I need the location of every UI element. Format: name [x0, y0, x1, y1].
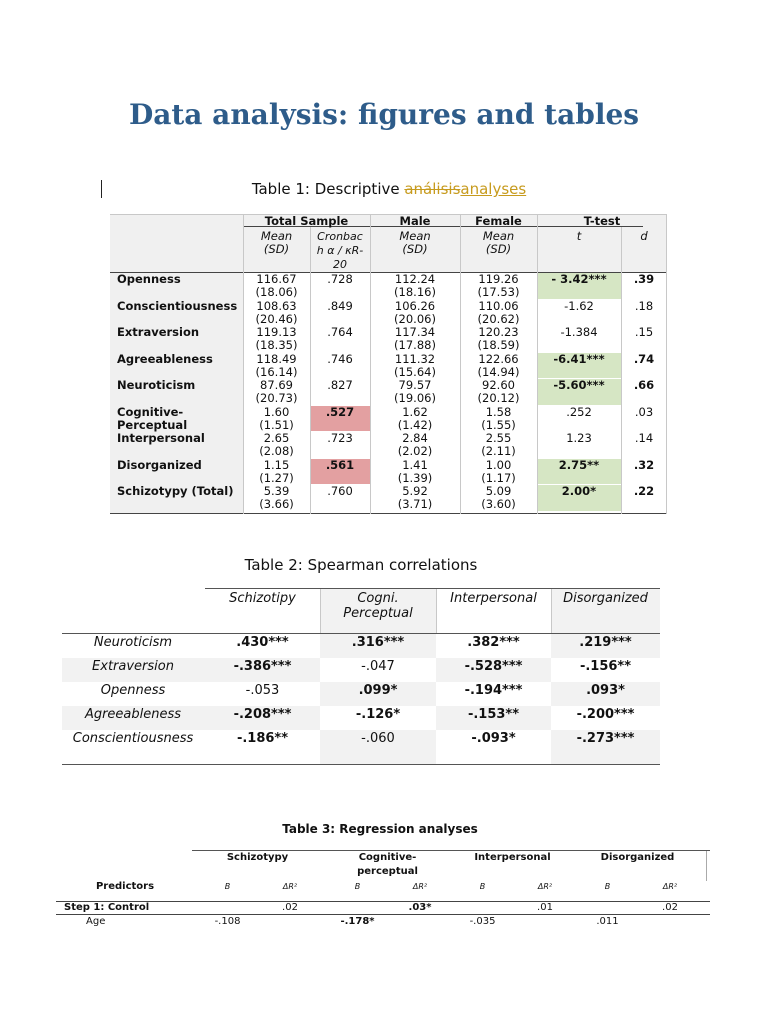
table1-t-value: 1.23 [566, 431, 592, 445]
table1-d-value: .18 [634, 298, 654, 313]
table1-female-sd: (20.12) [477, 391, 520, 405]
table1-alpha: .723 [327, 431, 353, 445]
table1-alpha: .746 [327, 351, 353, 366]
table1-sub-total-mean: Mean (SD) [260, 229, 293, 256]
table1-group-ttest: T-test [583, 214, 621, 228]
table1-male-sd: (17.88) [394, 338, 436, 352]
table1-male-sd: (15.64) [394, 364, 436, 379]
table3-sub-dr2: ΔR² [282, 882, 298, 891]
table3-group-header: Interpersonal [474, 852, 551, 863]
table1-female-sd: (1.17) [481, 470, 516, 485]
table3-cell: .03* [408, 902, 432, 913]
table1-d-value: .15 [634, 325, 654, 339]
table1-female-mean: 110.06 [478, 298, 519, 313]
table1-female-mean: 92.60 [482, 378, 515, 392]
table2-cell: -.060 [361, 731, 395, 746]
table2-row-label: Openness [100, 683, 166, 698]
table1-total-sd: (16.14) [255, 364, 298, 379]
table1-male-mean: 2.84 [402, 431, 428, 445]
table3-sub-b: B [604, 882, 611, 891]
table3-predictors-label: Predictors [95, 881, 155, 892]
table1-sub-d: d [640, 229, 648, 243]
table3-sub-b: B [354, 882, 361, 891]
table1-group-female: Female [475, 214, 522, 228]
table1-row-label: Disorganized [117, 457, 202, 472]
table1-d-value: .03 [634, 404, 654, 419]
table2-cell: -.153** [467, 707, 520, 722]
table2-row-label: Conscientiousness [72, 731, 194, 746]
table1-total-sd: (20.73) [255, 391, 298, 405]
table1-male-sd: (1.39) [397, 470, 433, 485]
table1-female-mean: 122.66 [478, 351, 519, 366]
table1-row-label: Openness [117, 272, 181, 286]
table2-cell: -.200*** [576, 707, 635, 722]
table1-total-sd: (1.51) [259, 417, 294, 432]
table1-alpha: .760 [327, 484, 353, 498]
table1-total-mean: 118.49 [256, 351, 297, 366]
table1-female-mean: 1.58 [485, 404, 512, 419]
table1-female-sd: (18.59) [477, 338, 520, 352]
table3-row-label: Age [86, 916, 106, 927]
table1-total-sd: (18.06) [255, 285, 298, 299]
table1-sub-cronbach: Cronbac h α / κR- 20 [316, 230, 364, 271]
table2-cell: .316*** [351, 635, 405, 650]
table3-header-rule [56, 901, 710, 902]
table1-female-mean: 120.23 [478, 325, 519, 339]
table1-alpha: .527 [325, 404, 355, 419]
table3-cell: .02 [282, 902, 298, 913]
table1-total-mean: 108.63 [256, 298, 297, 313]
table1-alpha: .827 [327, 378, 353, 392]
table1-row-label: Cognitive- Perceptual [117, 404, 188, 432]
table1-total-mean: 1.15 [263, 457, 290, 472]
table1-row-label: Neuroticism [117, 378, 196, 392]
table2-cell: -.093* [471, 731, 516, 746]
table1-female-sd: (1.55) [481, 417, 516, 432]
table1-d-value: .14 [634, 431, 654, 445]
table1-row-label: Interpersonal [117, 431, 205, 445]
table1-female-sd: (17.53) [477, 285, 520, 299]
table1-total-sd: (1.27) [259, 470, 294, 485]
table1-female-mean: 119.26 [478, 272, 519, 286]
table2-cell: .382*** [467, 635, 520, 650]
table2-col-header: Schizotipy [229, 591, 296, 606]
table1-t-value: .252 [566, 404, 592, 419]
table1-caption-prefix: Table 1: Descriptive [251, 180, 405, 198]
table2-cell: .219*** [579, 635, 632, 650]
table1-male-sd: (1.42) [397, 417, 433, 432]
table1-total-sd: (2.08) [259, 444, 294, 458]
table2-cell: -.528*** [464, 659, 523, 674]
table1-total-mean: 5.39 [263, 484, 290, 498]
table2-cell: .099* [358, 683, 398, 698]
table1-male-sd: (19.06) [394, 391, 436, 405]
table1-row-label: Conscientiousness [117, 298, 238, 313]
table1-female-sd: (3.60) [481, 497, 516, 511]
table1-male-mean: 111.32 [394, 351, 436, 366]
table1-total-mean: 116.67 [256, 272, 297, 286]
table1-t-value: -1.384 [560, 325, 598, 339]
table1-group-total: Total Sample [264, 214, 349, 228]
table2-cell: -.126* [355, 707, 401, 722]
table1-female-mean: 2.55 [485, 431, 512, 445]
table1-caption-inserted: analyses [460, 180, 527, 198]
table1-total-mean: 87.69 [260, 378, 293, 392]
table1-t-value: -6.41*** [553, 351, 605, 366]
table1-sub-male-mean: Mean (SD) [399, 229, 431, 256]
table1-d-value: .66 [633, 378, 655, 392]
table1-alpha: .764 [327, 325, 353, 339]
table1-male-mean: 5.92 [402, 484, 428, 498]
table3-sub-dr2: ΔR² [412, 882, 428, 891]
table1-female-mean: 1.00 [485, 457, 512, 472]
table1-male-sd: (18.16) [394, 285, 436, 299]
table2-cell: -.186** [236, 731, 289, 746]
table2-cell: -.194*** [464, 683, 523, 698]
table2-cell: -.208*** [233, 707, 292, 722]
table3-sub-dr2: ΔR² [537, 882, 553, 891]
table2-col-header: Cogni. Perceptual [343, 591, 413, 621]
table1-male-mean: 79.57 [398, 378, 432, 392]
table1-row-label: Schizotypy (Total) [117, 484, 234, 498]
table1-t-value: 2.75** [558, 457, 600, 472]
table1-total-mean: 2.65 [263, 431, 290, 445]
table3-cell: .01 [537, 902, 553, 913]
table1-female-sd: (14.94) [477, 364, 520, 379]
table2-cell: .093* [586, 683, 625, 698]
table2-row-label: Extraversion [92, 659, 174, 674]
table1-male-mean: 106.26 [394, 298, 436, 313]
table3-cell: -.108 [214, 916, 241, 927]
table1-t-value: -1.62 [564, 298, 594, 313]
table1-alpha: .849 [327, 298, 353, 313]
table1-male-mean: 112.24 [394, 272, 436, 286]
table1-t-value: 2.00* [561, 484, 597, 498]
table1-row-label: Extraversion [117, 325, 200, 339]
table1-alpha: .728 [327, 272, 353, 286]
table1-male-mean: 117.34 [394, 325, 436, 339]
table3-sub-dr2: ΔR² [662, 882, 678, 891]
table1-total-sd: (3.66) [259, 497, 294, 511]
table3-sub-b: B [224, 882, 231, 891]
table1-female-sd: (2.11) [481, 444, 516, 458]
table1-total-mean: 119.13 [256, 325, 297, 339]
table2-row-label: Neuroticism [93, 635, 173, 650]
table1-d-value: .22 [633, 484, 655, 498]
table1-male-mean: 1.41 [402, 457, 428, 472]
table2-col-header: Interpersonal [450, 591, 537, 606]
table1-caption-deleted: análisis [404, 180, 461, 198]
table1-group-male: Male [399, 214, 431, 228]
table2-cell: -.273*** [576, 731, 635, 746]
table1-sub-t: t [576, 229, 582, 243]
table1-alpha: .561 [325, 457, 355, 472]
table1-d-value: .39 [633, 272, 655, 286]
table2-caption: Table 2: Spearman correlations [244, 556, 478, 574]
table1-female-mean: 5.09 [485, 484, 512, 498]
table1-d-value: .74 [633, 351, 655, 366]
table1-male-sd: (3.71) [397, 497, 433, 511]
table1-sub-female-mean: Mean (SD) [482, 229, 515, 256]
page-heading: Data analysis: figures and tables [128, 98, 640, 131]
table1-total-mean: 1.60 [263, 404, 290, 419]
table3-group-header: Disorganized [600, 852, 675, 863]
table1-total-sd: (20.46) [255, 311, 298, 326]
table3-cell: -.178* [340, 916, 375, 927]
table1-d-value: .32 [633, 457, 655, 472]
table3-cell: -.035 [469, 916, 496, 927]
table3-sub-b: B [479, 882, 486, 891]
table3-group-header: Cognitive- perceptual [357, 852, 418, 877]
table2-cell: -.047 [361, 659, 395, 674]
table2-row-label: Agreeableness [84, 707, 182, 722]
table3-cell: .011 [596, 916, 619, 927]
table1-total-sd: (18.35) [255, 338, 298, 352]
table2-col-header: Disorganized [563, 591, 648, 606]
table2-cell: -.386*** [233, 659, 292, 674]
table2-cell: .430*** [236, 635, 289, 650]
table3-row-label: Step 1: Control [64, 902, 150, 913]
table3-vline [706, 851, 707, 881]
table1-t-value: - 3.42*** [551, 272, 607, 286]
table3-group-header: Schizotypy [226, 852, 289, 863]
table3-caption: Table 3: Regression analyses [282, 822, 478, 836]
table1-row-label: Agreeableness [117, 351, 213, 366]
table1-female-sd: (20.62) [477, 311, 520, 326]
table3-cell: .02 [662, 902, 678, 913]
table1-male-sd: (20.06) [394, 311, 436, 326]
table2-cell: -.053 [245, 683, 280, 698]
table1-male-mean: 1.62 [402, 404, 428, 419]
table1-male-sd: (2.02) [397, 444, 433, 458]
table1-t-value: -5.60*** [553, 378, 605, 392]
table2-cell: -.156** [579, 659, 632, 674]
